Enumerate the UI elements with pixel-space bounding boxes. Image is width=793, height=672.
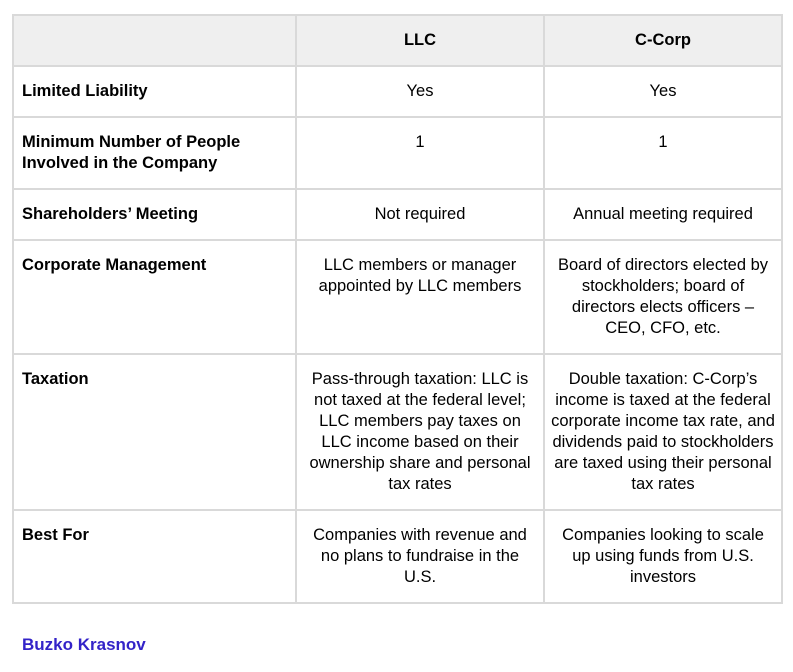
llc-cell: Yes [296,66,544,117]
ccorp-cell: Companies looking to scale up using funds from U.S. investors [544,510,782,603]
llc-cell: Pass-through taxation: LLC is not taxed at the federal level; LLC members pay taxes on LLC income based on their ownership share and personal tax rates [296,354,544,510]
header-llc: LLC [296,15,544,66]
llc-cell: Not required [296,189,544,240]
ccorp-cell: 1 [544,117,782,189]
comparison-table-container [12,14,781,604]
row-label: Corporate Management [13,240,296,354]
table-row [13,240,782,354]
header-corner-cell [13,15,296,66]
ccorp-cell: Double taxation: C-Corp’s income is taxed at the federal corporate income tax rate, and dividends paid to stockholders are taxed using their personal tax rates [544,354,782,510]
table-header-row [13,15,782,66]
row-label: Limited Liability [13,66,296,117]
table-row [13,354,782,510]
row-label: Taxation [13,354,296,510]
table-row [13,66,782,117]
author-attribution: Buzko Krasnov [22,635,146,654]
ccorp-cell: Board of directors elected by stockholders; board of directors elects officers – CEO, CFO, etc. [544,240,782,354]
ccorp-cell: Yes [544,66,782,117]
llc-cell: LLC members or manager appointed by LLC members [296,240,544,354]
table-row [13,117,782,189]
table-row [13,189,782,240]
ccorp-cell: Annual meeting required [544,189,782,240]
table-row [13,510,782,603]
row-label: Minimum Number of People Involved in the Company [13,117,296,189]
header-ccorp: C-Corp [544,15,782,66]
llc-vs-ccorp-table [12,14,783,604]
row-label: Best For [13,510,296,603]
llc-cell: Companies with revenue and no plans to fundraise in the U.S. [296,510,544,603]
row-label: Shareholders’ Meeting [13,189,296,240]
llc-cell: 1 [296,117,544,189]
